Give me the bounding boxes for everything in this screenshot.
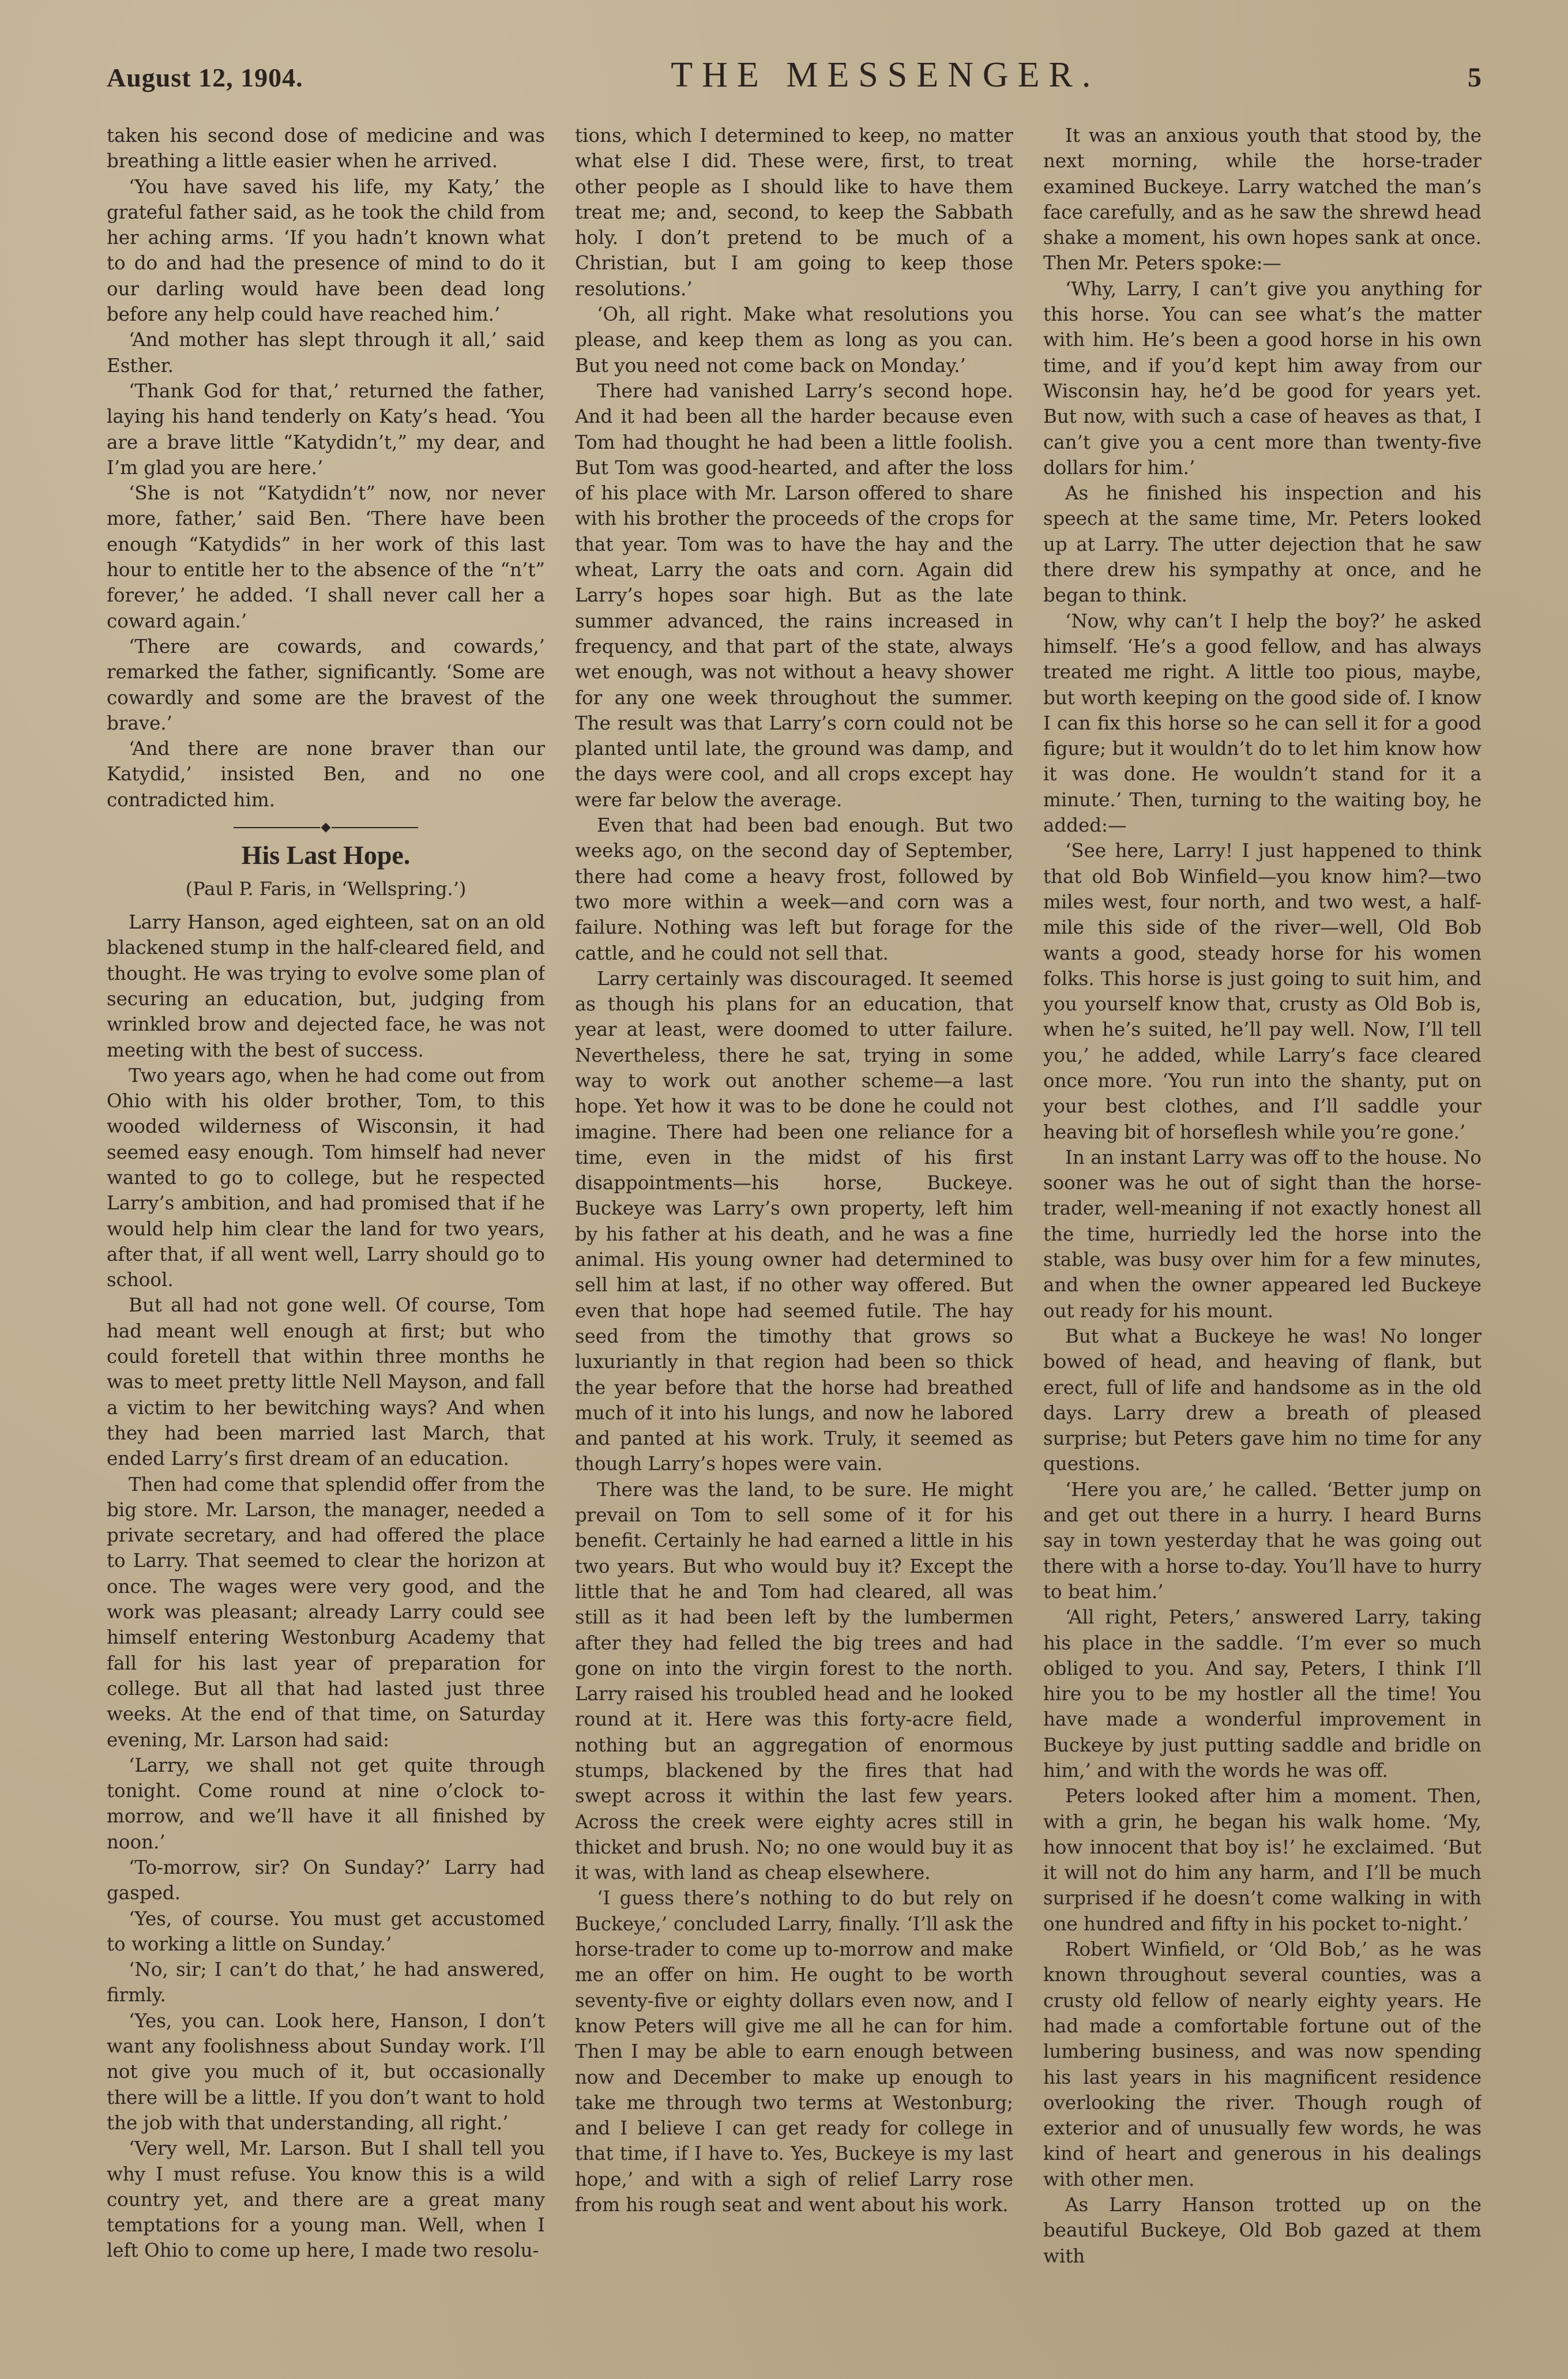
- paragraph: ‘See here, Larry! I just happened to think that old Bob Winfield—you know him?—two miles west, four north, and two west, a half-mile this side of the river—well, Old Bob wants a good, steady horse for his women folks. This horse is just going to suit him, and you yourself know that, crusty as Old Bob is, when he’s suited, he’ll pay well. Now, I’ll tell you,’ he added, while Larry’s face cleared once more. ‘You run into the shanty, put on your best clothes, and I’ll saddle your heaving bit of horseflesh while you’re gone.’: [1043, 840, 1481, 1143]
- paragraph: ‘She is not “Katydidn’t” now, nor never more, father,’ said Ben. ‘There have been enough “Katydids” in her work of this last hour to entitle her to the absence of the “n’t” forever,’ he added. ‘I shall never call her a coward again.’: [107, 482, 545, 632]
- paragraph: Peters looked after him a moment. Then, with a grin, he began his walk home. ‘My, how innocent that boy is!’ he exclaimed. ‘But it will not do him any harm, and I’ll be much surprised if he doesn’t come walking in with one hundred and fifty in his pocket to-night.’: [1043, 1785, 1481, 1935]
- newspaper-title: THE MESSENGER.: [671, 55, 1100, 95]
- paragraph: As he finished his inspection and his speech at the same time, Mr. Peters looked up at Larry. The utter dejection that he saw there drew his sympathy at once, and he began to think.: [1043, 482, 1481, 607]
- paragraph: ‘Yes, of course. You must get accustomed to working a little on Sunday.’: [107, 1907, 545, 1955]
- paragraph: ‘Why, Larry, I can’t give you anything for this horse. You can see what’s the matter with him. He’s been a good horse in his own time, and if you’d kept him away from our Wisconsin hay, he’d be good for years yet. But now, with such a case of heaves as that, I can’t give you a cent more than twenty-five dollars for him.’: [1043, 277, 1481, 479]
- paragraph: But all had not gone well. Of course, Tom had meant well enough at first; but who could foretell that within three months he was to meet pretty little Nell Mayson, and fall a victim to her bewitching ways? And when they had been married last March, that ended Larry’s first dream of an education.: [107, 1294, 545, 1470]
- paragraph: taken his second dose of medicine and was breathing a little easier when he arrived.: [107, 125, 545, 172]
- paragraph: ‘No, sir; I can’t do that,’ he had answered, firmly.: [107, 1959, 545, 2006]
- paragraph: ‘Now, why can’t I help the boy?’ he asked himself. ‘He’s a good fellow, and has always treated me right. A little too pious, maybe, but worth keeping on the good side of. I know I can fix this horse so he can sell it for a good figure; but it wouldn’t do to let him know how it was done. He wouldn’t stand for it a minute.’ Then, turning to the waiting boy, he added:—: [1043, 610, 1481, 837]
- paragraph: As Larry Hanson trotted up on the beautiful Buckeye, Old Bob gazed at them with: [1043, 2194, 1481, 2267]
- paragraph: ‘There are cowards, and cowards,’ remarked the father, significantly. ‘Some are cowardly and some are the bravest of the brave.’: [107, 635, 545, 734]
- paragraph: ‘Very well, Mr. Larson. But I shall tell you why I must refuse. You know this is a wild country yet, and there are a great many temptations for a young man. Well, when I left Ohio to come up here, I made two resolu-: [107, 2137, 545, 2262]
- paragraph: ‘Here you are,’ he called. ‘Better jump on and get out there in a hurry. I heard Burns say in town yesterday that he was going out there with a horse to-day. You’ll have to hurry to beat him.’: [1043, 1478, 1481, 1603]
- paragraph: ‘And mother has slept through it all,’ said Esther.: [107, 329, 545, 377]
- paragraph: ‘Oh, all right. Make what resolutions you please, and keep them as long as you can. But you need not come back on Monday.’: [575, 303, 1013, 377]
- paragraph: Two years ago, when he had come out from Ohio with his older brother, Tom, to this wooded wilderness of Wisconsin, it had seemed easy enough. Tom himself had never wanted to go to college, but he respected Larry’s ambition, and had promised that if he would help him clear the land for two years, after that, if all went well, Larry should go to school.: [107, 1064, 545, 1291]
- article-byline: (Paul P. Faris, in ‘Wellspring.’): [185, 878, 467, 900]
- paragraph: ‘All right, Peters,’ answered Larry, taking his place in the saddle. ‘I’m ever so much obliged to you. And say, Peters, I think I’ll hire you to be my hostler all the time! You have made a wonderful improvement in Buckeye by just putting saddle and bridle on him,’ and with the words he was off.: [1043, 1606, 1481, 1782]
- column-1: [107, 123, 545, 2326]
- paragraph: ‘And there are none braver than our Katydid,’ insisted Ben, and no one contradicted him.: [107, 738, 545, 811]
- paragraph: It was an anxious youth that stood by, the next morning, while the horse-trader examined Buckeye. Larry watched the man’s face carefully, and as he saw the shrewd head shake a moment, his own hopes sank at once. Then Mr. Peters spoke:—: [1043, 125, 1481, 275]
- divider-line: [332, 827, 418, 828]
- paragraph: Robert Winfield, or ‘Old Bob,’ as he was known throughout several counties, was a crusty old fellow of nearly eighty years. He had made a comfortable fortune out of the lumbering business, and was now spending his last years in his magnificent residence overlooking the river. Though rough of exterior and of unusually few words, he was kind of heart and generous in his dealings with other men.: [1043, 1938, 1481, 2190]
- masthead: [107, 55, 1481, 118]
- paragraph: There was the land, to be sure. He might prevail on Tom to sell some of it for his benefit. Certainly he had earned a little in his two years. But who would buy it? Except the little that he and Tom had cleared, all was still as it had been left by the lumbermen after they had felled the big trees and had gone on into the virgin forest to the north. Larry raised his troubled head and he looked round at it. Here was this forty-acre field, nothing but an aggregation of enormous stumps, blackened by the fires that had swept across it within the last few years. Across the creek were eighty acres still in thicket and brush. No; no one would buy it as it was, with land as cheap elsewhere.: [575, 1478, 1013, 1884]
- article-title: His Last Hope.: [241, 840, 411, 870]
- paragraph: Even that had been bad enough. But two weeks ago, on the second day of September, there had come a heavy frost, followed by two more within a week—and corn was a failure. Nothing was left but forage for the cattle, and he could not sell that.: [575, 814, 1013, 964]
- column-2: [575, 123, 1013, 2326]
- divider-ornament: [321, 823, 331, 833]
- paragraph: Larry certainly was discouraged. It seemed as though his plans for an education, that year at least, were doomed to utter failure. Nevertheless, there he sat, trying in some way to work out another scheme—a last hope. Yet how it was to be done he could not imagine. There had been one reliance for a time, even in the midst of his first disappointments—his horse, Buckeye. Buckeye was Larry’s own property, left him by his father at his death, and he was a fine animal. His young owner had determined to sell him at last, if no other way offered. But even that hope had seemed futile. The hay seed from the timothy that grows so luxuriantly in that region had been so thick the year before that the horse had breathed much of it into his lungs, and now he labored and panted at his work. Truly, it seemed as though Larry’s hopes were vain.: [575, 967, 1013, 1475]
- section-divider: [107, 822, 545, 833]
- column-3: [1043, 123, 1481, 2326]
- paragraph: But what a Buckeye he was! No longer bowed of head, and heaving of flank, but erect, full of life and handsome as in the old days. Larry drew a breath of pleased surprise; but Peters gave him no time for any questions.: [1043, 1325, 1481, 1475]
- paragraph: ‘Larry, we shall not get quite through tonight. Come round at nine o’clock to-morrow, and we’ll have it all finished by noon.’: [107, 1754, 545, 1853]
- paragraph: tions, which I determined to keep, no matter what else I did. These were, first, to treat other people as I should like to have them treat me; and, second, to keep the Sabbath holy. I don’t pretend to be much of a Christian, but I am going to keep those resolutions.’: [575, 125, 1013, 300]
- paragraph: In an instant Larry was off to the house. No sooner was he out of sight than the horse-trader, well-meaning if not exactly honest all the time, hurriedly led the horse into the stable, was busy over him for a few minutes, and when the owner appeared led Buckeye out ready for his mount.: [1043, 1146, 1481, 1322]
- page-number: 5: [1468, 62, 1481, 93]
- paragraph: ‘I guess there’s nothing to do but rely on Buckeye,’ concluded Larry, finally. ‘I’ll ask the horse-trader to come up to-morrow and make me an offer on him. He ought to be worth seventy-five or eighty dollars even now, and I know Peters will give me all he can for him. Then I may be able to earn enough between now and December to make up enough to take me through two terms at Westonburg; and I believe I can get ready for college in that time, if I have to. Yes, Buckeye is my last hope,’ and with a sigh of relief Larry rose from his rough seat and went about his work.: [575, 1887, 1013, 2216]
- paragraph: ‘Yes, you can. Look here, Hanson, I don’t want any foolishness about Sunday work. I’ll not give you much of it, but occasionally there will be a little. If you don’t want to hold the job with that understanding, all right.’: [107, 2009, 545, 2134]
- paragraph: ‘Thank God for that,’ returned the father, laying his hand tenderly on Katy’s head. ‘You are a brave little “Katydidn’t,” my dear, and I’m glad you are here.’: [107, 379, 545, 479]
- paragraph: ‘You have saved his life, my Katy,’ the grateful father said, as he took the child from her aching arms. ‘If you hadn’t known what to do and had the presence of mind to do it our darling would have been dead long before any help could have reached him.’: [107, 175, 545, 326]
- paragraph: Larry Hanson, aged eighteen, sat on an old blackened stump in the half-cleared field, and thought. He was trying to evolve some plan of securing an education, but, judging from wrinkled brow and dejected face, he was not meeting with the best of success.: [107, 911, 545, 1061]
- paragraph: ‘To-morrow, sir? On Sunday?’ Larry had gasped.: [107, 1856, 545, 1904]
- paragraph: There had vanished Larry’s second hope. And it had been all the harder because even Tom had thought he had been a little foolish. But Tom was good-hearted, and after the loss of his place with Mr. Larson offered to share with his brother the proceeds of the crops for that year. Tom was to have the hay and the wheat, Larry the oats and corn. Again did Larry’s hopes soar high. But as the late summer advanced, the rains increased in frequency, and that part of the state, always wet enough, was not without a heavy shower for any one week throughout the summer. The result was that Larry’s corn could not be planted until late, the ground was damp, and the days were cool, and all crops except hay were far below the average.: [575, 379, 1013, 811]
- text-columns: [107, 123, 1481, 2326]
- issue-date: August 12, 1904.: [107, 63, 303, 92]
- paragraph: Then had come that splendid offer from the big store. Mr. Larson, the manager, needed a private secretary, and had offered the place to Larry. That seemed to clear the horizon at once. The wages were very good, and the work was pleasant; already Larry could see himself entering Westonburg Academy that fall for his last year of preparation for college. But all that had lasted just three weeks. At the end of that time, on Saturday evening, Mr. Larson had said:: [107, 1473, 545, 1751]
- divider-line: [234, 827, 320, 828]
